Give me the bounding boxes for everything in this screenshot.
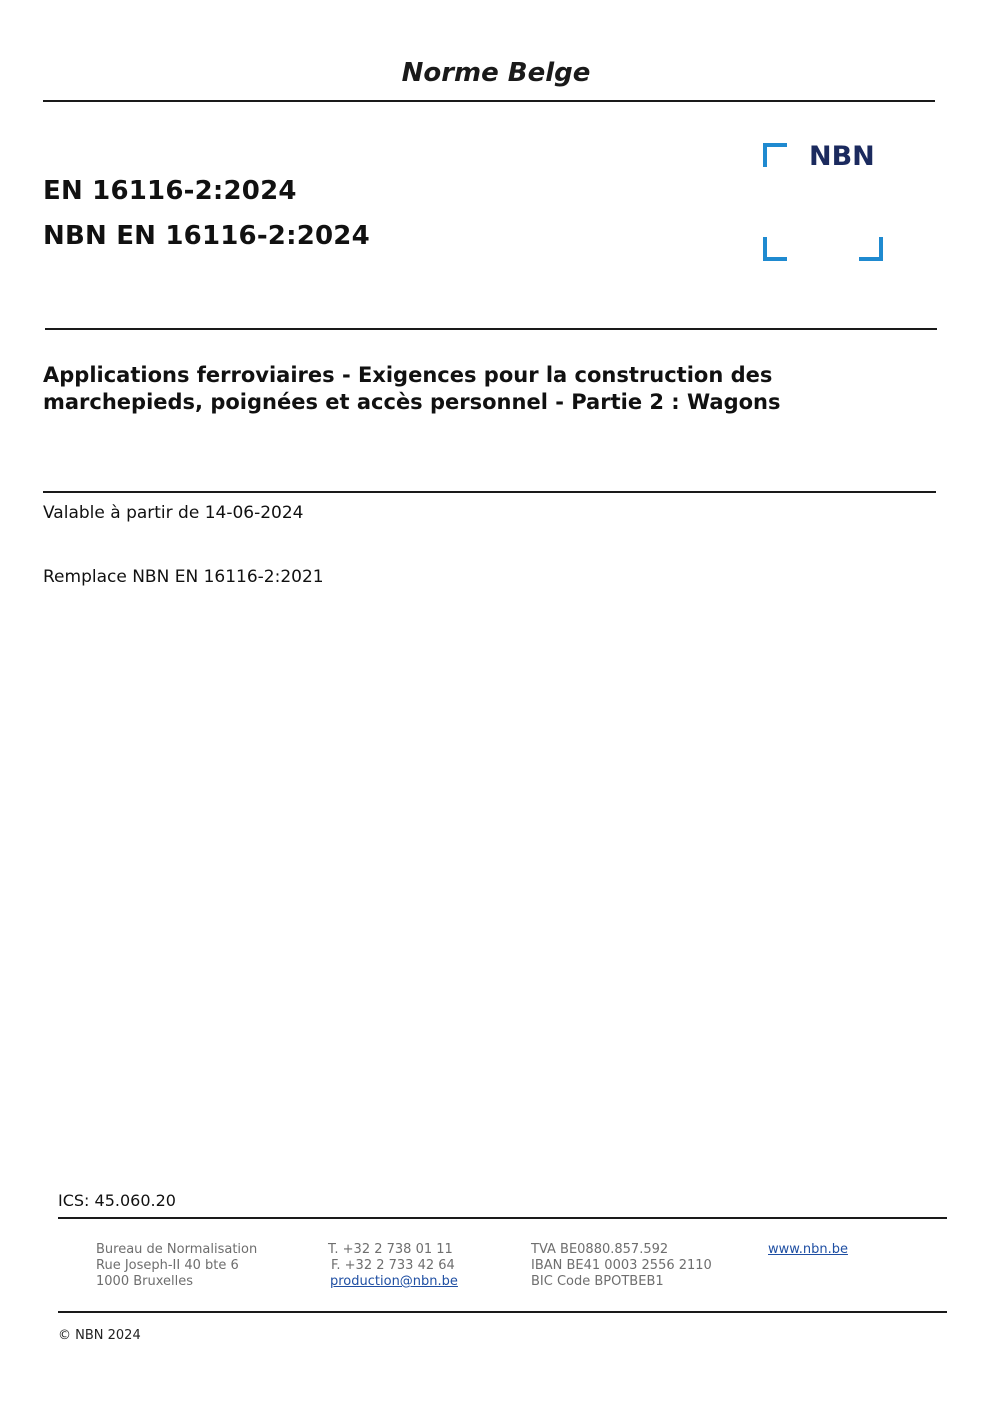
- nbn-logo: [760, 140, 886, 264]
- document-title-line-1: Applications ferroviaires - Exigences pour la construction des: [43, 363, 773, 387]
- footer-website: [768, 1242, 848, 1258]
- address-line: Rue Joseph-II 40 bte 6: [96, 1258, 239, 1273]
- document-title: [43, 362, 923, 416]
- vat-number: TVA BE0880.857.592: [531, 1242, 669, 1257]
- address-line: 1000 Bruxelles: [96, 1274, 194, 1289]
- logo-text: NBN: [809, 141, 875, 172]
- footer-contact: [328, 1242, 458, 1290]
- ics-code: ICS: 45.060.20: [58, 1191, 176, 1210]
- title-divider: [43, 491, 936, 493]
- copyright-notice: © NBN 2024: [58, 1328, 141, 1343]
- document-title-line-2: marchepieds, poignées et accès personnel - Partie 2 : Wagons: [43, 390, 781, 414]
- page-header-title: Norme Belge: [401, 58, 591, 88]
- address-line: Bureau de Normalisation: [96, 1242, 258, 1257]
- replaces-text: Remplace NBN EN 16116-2:2021: [43, 567, 324, 587]
- website-link[interactable]: www.nbn.be: [768, 1242, 848, 1257]
- nbn-standard-code: NBN EN 16116-2:2024: [43, 221, 370, 251]
- codes-divider: [45, 328, 937, 330]
- header-divider: [43, 100, 935, 102]
- footer-bank: [531, 1242, 712, 1290]
- iban-number: IBAN BE41 0003 2556 2110: [531, 1258, 712, 1273]
- footer-top-divider: [58, 1217, 947, 1219]
- footer-address: [96, 1242, 257, 1290]
- footer-bottom-divider: [58, 1311, 947, 1313]
- fax-number: F. +32 2 733 42 64: [331, 1258, 455, 1273]
- bic-code: BIC Code BPOTBEB1: [531, 1274, 664, 1289]
- email-link[interactable]: production@nbn.be: [330, 1274, 458, 1289]
- phone-number: T. +32 2 738 01 11: [328, 1242, 453, 1257]
- en-standard-code: EN 16116-2:2024: [43, 176, 297, 206]
- valid-from-text: Valable à partir de 14-06-2024: [43, 503, 304, 523]
